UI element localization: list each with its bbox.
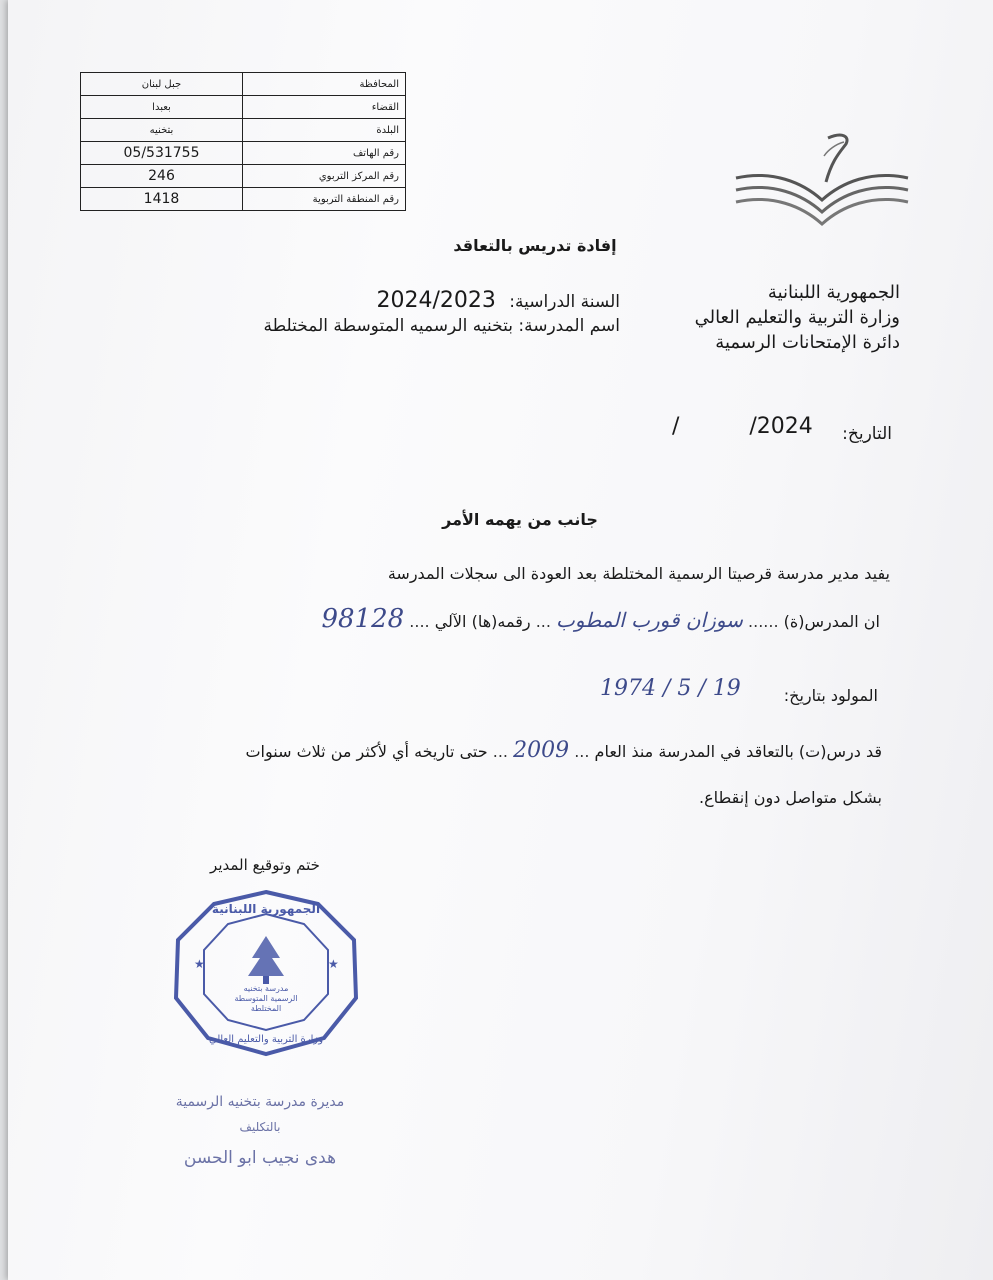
signature-assignment: بالتكليف	[239, 1120, 281, 1134]
svg-text:★: ★	[328, 957, 339, 971]
teacher-line: ان المدرس(ة) ...... سوزان قورب المطوب ... رقمه(ها) الآلي .... 98128	[321, 604, 880, 634]
table-row	[81, 73, 406, 96]
school-year-label: السنة الدراسية:	[509, 292, 620, 312]
stamp-inner-text	[224, 984, 308, 1014]
stamp-inner-line: مدرسة بتخنيه	[243, 984, 289, 993]
table-label: رقم الهاتف	[243, 142, 406, 165]
teacher-number-handwritten: 98128	[321, 604, 405, 634]
school-year-line	[300, 288, 620, 313]
ministry-logo-icon	[732, 130, 910, 230]
table-row	[81, 119, 406, 142]
birth-label: المولود بتاريخ:	[783, 686, 878, 705]
country-name: الجمهورية اللبنانية	[767, 282, 900, 303]
since-year-handwritten: 2009	[513, 738, 570, 763]
school-year-value: 2024/2023	[376, 288, 496, 313]
table-row	[81, 96, 406, 119]
svg-text:★: ★	[194, 957, 205, 971]
table-label: المحافظة	[243, 73, 406, 96]
taught-prefix: قد درس(ت) بالتعاقد في المدرسة منذ العام	[594, 742, 882, 761]
addressee-line: جانب من يهمه الأمر	[442, 510, 598, 529]
table-value: جبل لبنان	[81, 73, 243, 96]
table-value: 246	[81, 165, 243, 188]
table-label: رقم المركز التربوي	[243, 165, 406, 188]
signature-title: مديرة مدرسة بتخنيه الرسمية	[175, 1094, 345, 1110]
table-value: بعبدا	[81, 96, 243, 119]
stamp-bottom-text: وزارة التربية والتعليم العالي	[208, 1034, 324, 1045]
teacher-name-handwritten: سوزان قورب المطوب	[556, 608, 743, 632]
document-title: إفادة تدريس بالتعاقد	[453, 236, 617, 255]
intro-paragraph: يفيد مدير مدرسة قرصيتا الرسمية المختلطة بعد العودة الى سجلات المدرسة	[387, 564, 890, 583]
table-row	[81, 188, 406, 211]
school-name-value: بتخنيه الرسميه المتوسطة المختلطة	[263, 316, 513, 336]
table-value: 1418	[81, 188, 243, 211]
taught-line: قد درس(ت) بالتعاقد في المدرسة منذ العام ... 2009 ... حتى تاريخه أي لأكثر من ثلاث سنوات	[245, 738, 882, 763]
school-stamp	[168, 888, 364, 1058]
date-value: / /2024	[672, 414, 813, 439]
date-label: التاريخ:	[842, 424, 892, 444]
table-label: رقم المنطقة التربوية	[243, 188, 406, 211]
table-value: بتخنيه	[81, 119, 243, 142]
school-name-line	[220, 316, 620, 336]
teacher-prefix: ان المدرس(ة)	[783, 612, 880, 631]
stamp-outer-text: الجمهورية اللبنانية	[211, 902, 321, 916]
table-row	[81, 142, 406, 165]
taught-line-2: بشكل متواصل دون إنقطاع.	[699, 788, 882, 807]
table-label: القضاء	[243, 96, 406, 119]
table-value: 05/531755	[81, 142, 243, 165]
school-info-table	[80, 72, 406, 211]
birth-date-handwritten: 1974 / 5 / 19	[600, 676, 741, 701]
school-name-label: اسم المدرسة:	[518, 316, 620, 336]
ministry-name: وزارة التربية والتعليم العالي	[694, 307, 900, 328]
table-row	[81, 165, 406, 188]
department-name: دائرة الإمتحانات الرسمية	[715, 332, 900, 353]
teacher-number-label: رقمه(ها) الآلي	[434, 612, 531, 631]
ministry-header	[600, 280, 900, 355]
signatory-name: هدى نجيب ابو الحسن	[183, 1148, 337, 1168]
table-label: البلدة	[243, 119, 406, 142]
taught-suffix: حتى تاريخه أي لأكثر من ثلاث سنوات	[245, 742, 488, 761]
stamp-inner-line: المختلطة	[250, 1004, 282, 1013]
stamp-signature-title: ختم وتوقيع المدير	[210, 856, 320, 874]
stamp-inner-line: الرسمية المتوسطة	[234, 994, 298, 1003]
